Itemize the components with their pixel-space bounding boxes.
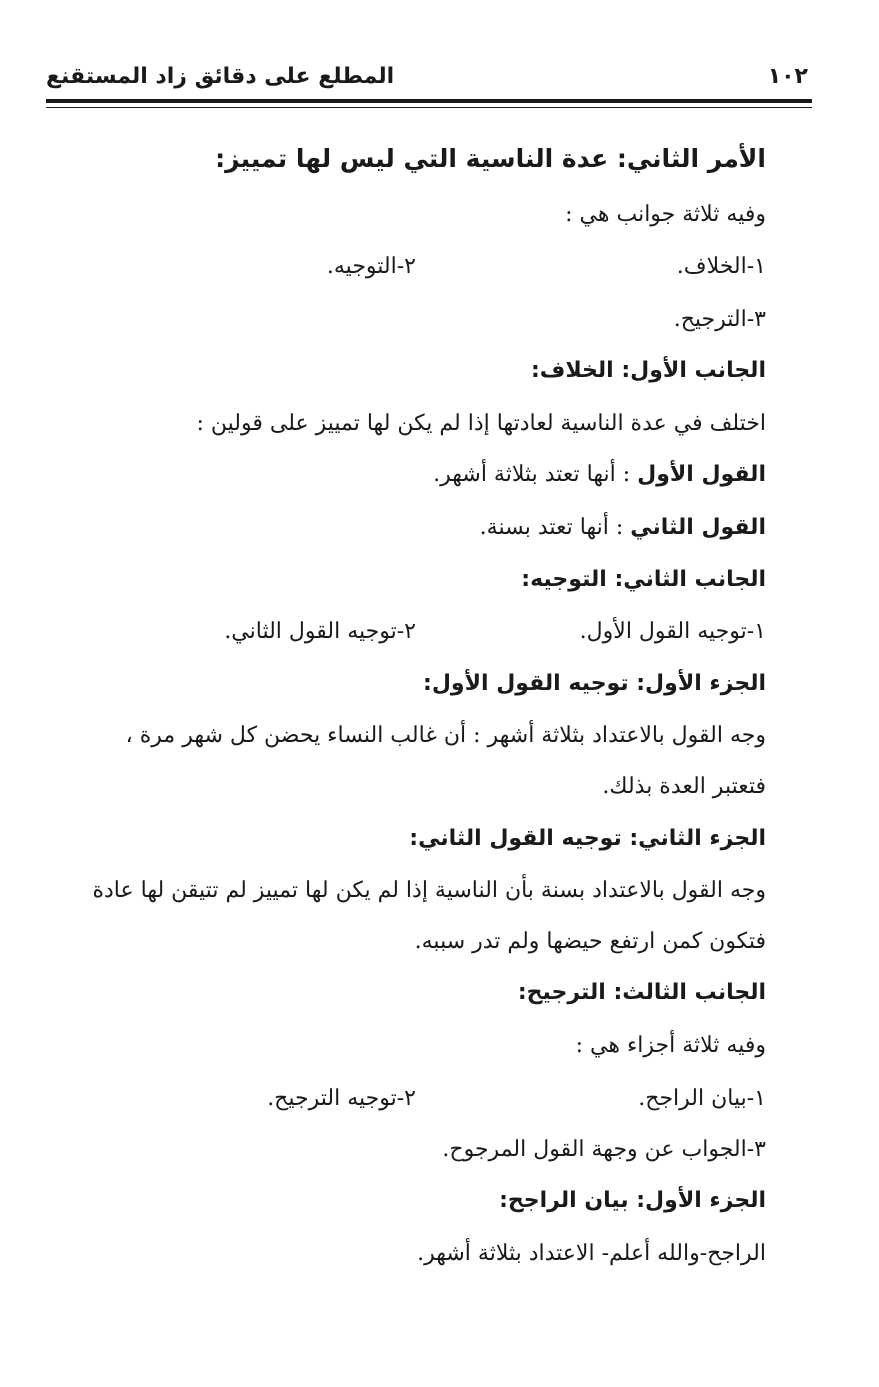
- section-heading-1: الجانب الأول: الخلاف:: [531, 358, 766, 383]
- opinion-1: [46, 458, 766, 492]
- header-rule-thick: [46, 99, 812, 103]
- paragraph-text: اختلف في عدة الناسية لعادتها إذا لم يكن لها تمييز على قولين :: [196, 411, 766, 436]
- paragraph-text: وجه القول بالاعتداد بثلاثة أشهر : أن غالب النساء يحضن كل شهر مرة ،: [125, 723, 766, 748]
- paragraph-text: الراجح-والله أعلم- الاعتداد بثلاثة أشهر.: [417, 1241, 766, 1266]
- part-heading-3: الجزء الأول: بيان الراجح:: [499, 1188, 766, 1213]
- running-title: المطلع على دقائق زاد المستقنع: [46, 64, 395, 89]
- list-item: ٢-التوجيه.: [326, 254, 416, 279]
- list-row-2: [146, 615, 766, 649]
- page-header: [46, 58, 812, 94]
- header-rule-thin: [46, 107, 812, 108]
- page-number: ١٠٢: [767, 64, 808, 89]
- part-heading-2: الجزء الثاني: توجيه القول الثاني:: [409, 826, 766, 851]
- opinion-text: : أنها تعتد بثلاثة أشهر.: [433, 462, 631, 487]
- list-item: ١-بيان الراجح.: [638, 1086, 766, 1111]
- part-heading-1: الجزء الأول: توجيه القول الأول:: [423, 671, 766, 696]
- section-heading-3: الجانب الثالث: الترجيح:: [517, 980, 766, 1005]
- list-row-3: [146, 1082, 766, 1116]
- opinion-2: [46, 511, 766, 545]
- intro-text-1: وفيه ثلاثة جوانب هي :: [565, 202, 766, 227]
- paragraph-text: فتعتبر العدة بذلك.: [602, 774, 766, 799]
- intro-text-3: وفيه ثلاثة أجزاء هي :: [575, 1033, 766, 1058]
- main-heading: الأمر الثاني: عدة الناسية التي ليس لها تمييز:: [215, 144, 766, 173]
- section-heading-2: الجانب الثاني: التوجيه:: [521, 567, 766, 592]
- list-item: ٢-توجيه القول الثاني.: [224, 619, 416, 644]
- list-item: ١-الخلاف.: [676, 254, 766, 279]
- opinion-text: : أنها تعتد بسنة.: [479, 515, 624, 540]
- list-item: ٣-الجواب عن وجهة القول المرجوح.: [442, 1137, 766, 1162]
- opinion-label: القول الأول: [637, 462, 766, 487]
- list-item: ٢-توجيه الترجيح.: [267, 1086, 416, 1111]
- list-item: ١-توجيه القول الأول.: [579, 619, 766, 644]
- paragraph-text: فتكون كمن ارتفع حيضها ولم تدر سببه.: [414, 929, 766, 954]
- list-item: ٣-الترجيح.: [673, 307, 766, 332]
- list-row-1: [146, 250, 766, 284]
- paragraph-text: وجه القول بالاعتداد بسنة بأن الناسية إذا لم يكن لها تمييز لم تتيقن لها عادة: [92, 878, 766, 903]
- opinion-label: القول الثاني: [630, 515, 766, 540]
